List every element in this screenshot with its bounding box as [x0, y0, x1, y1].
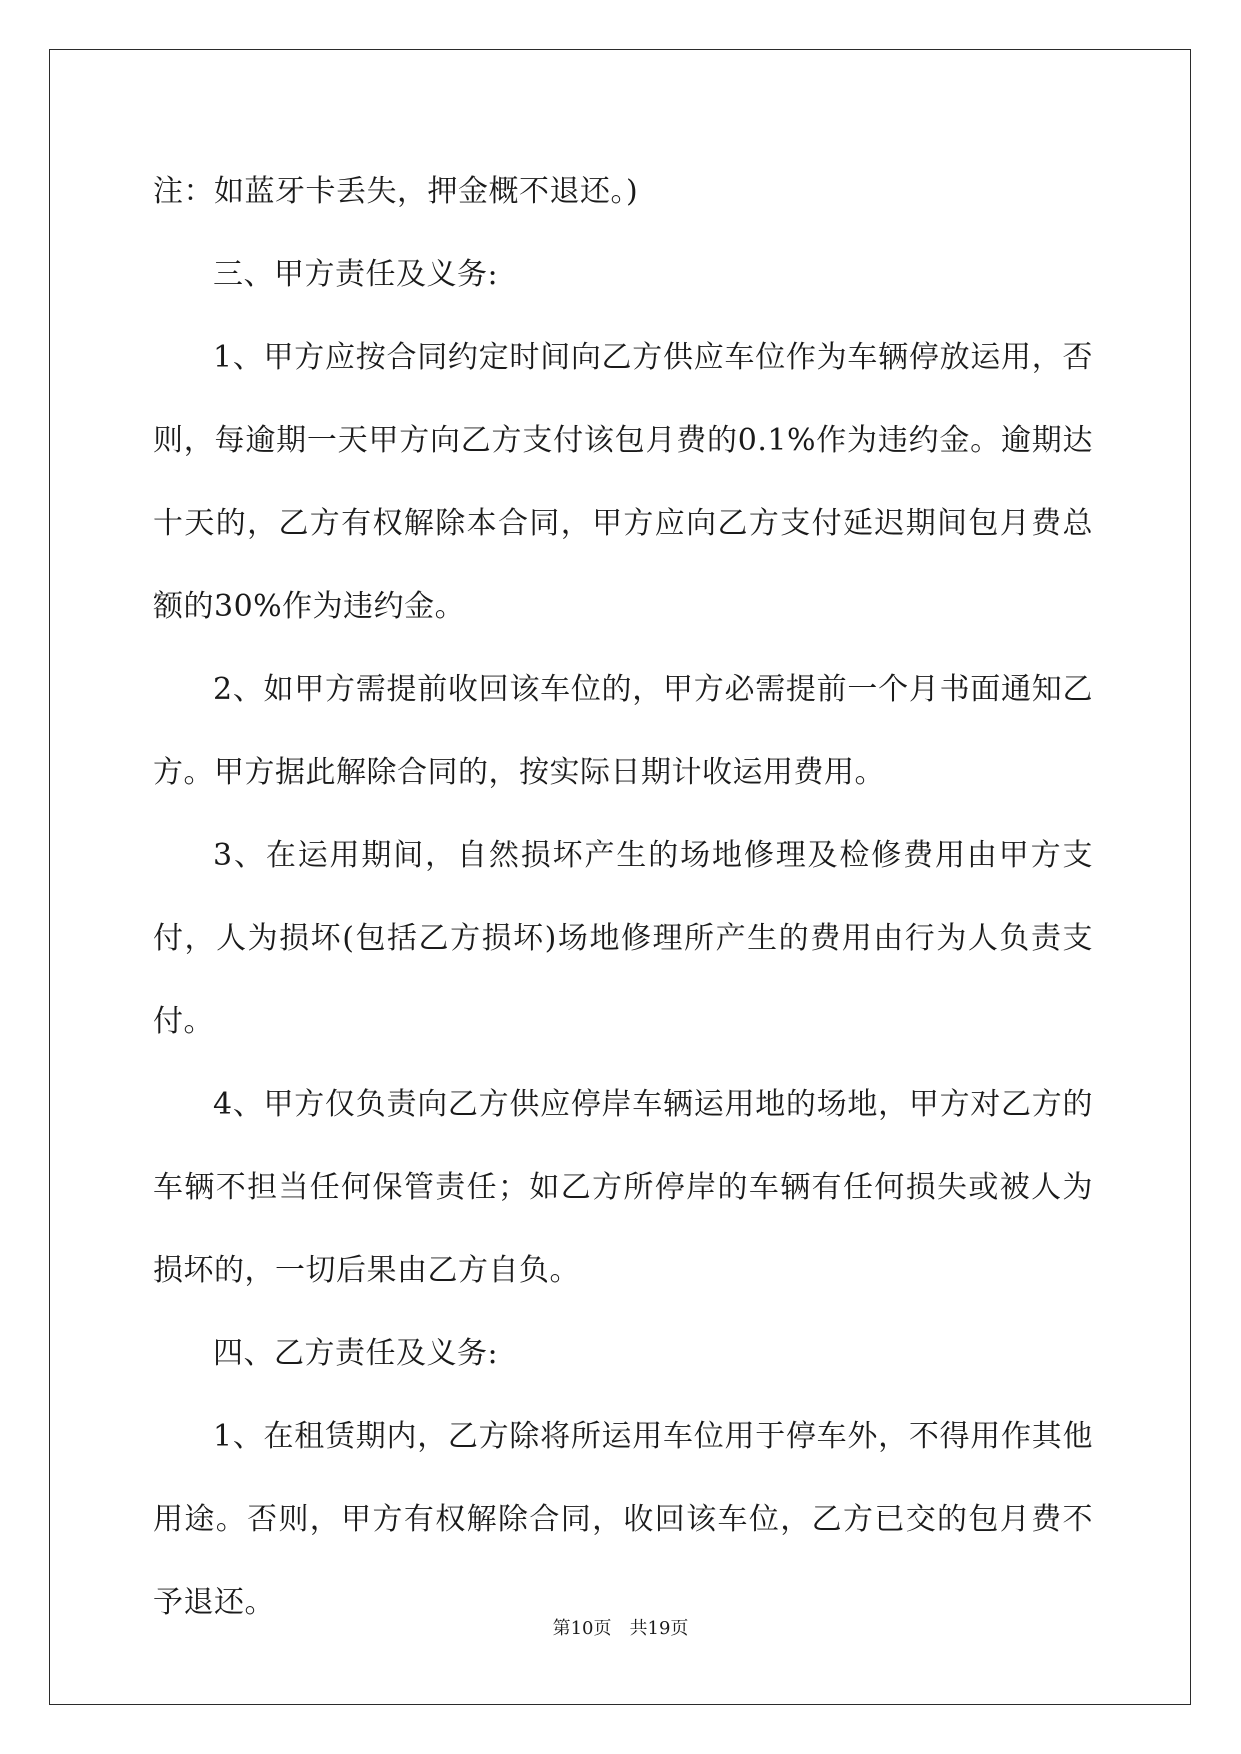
note-paragraph: 注：如蓝牙卡丢失，押金概不退还。) — [153, 174, 639, 209]
clause-a4: 4、甲方仅负责向乙方供应停岸车辆运用地的场地，甲方对乙方的车辆不担当任何保管责任；如乙方所停岸的车辆有任何损失或被人为损坏的，一切后果由乙方自负。 — [153, 1087, 1093, 1288]
clause-a3: 3、在运用期间，自然损坏产生的场地修理及检修费用由甲方支付，人为损坏(包括乙方损坏)场地修理所产生的费用由行为人负责支付。 — [153, 838, 1093, 1039]
page-footer — [0, 1614, 1241, 1640]
section-heading-party-b: 四、乙方责任及义务: — [213, 1336, 499, 1371]
page-total: 共19页 — [629, 1618, 689, 1639]
page-number: 第10页 — [552, 1618, 612, 1639]
clause-a2: 2、如甲方需提前收回该车位的，甲方必需提前一个月书面通知乙方。甲方据此解除合同的，按实际日期计收运用费用。 — [153, 672, 1093, 790]
section-heading-party-a: 三、甲方责任及义务: — [213, 257, 499, 292]
clause-a1: 1、甲方应按合同约定时间向乙方供应车位作为车辆停放运用，否则，每逾期一天甲方向乙方支付该包月费的0.1%作为违约金。逾期达十天的，乙方有权解除本合同，甲方应向乙方支付延迟期间包月费总额的30%作为违约金。 — [153, 340, 1093, 624]
document-body — [153, 150, 1093, 1644]
clause-b1: 1、在租赁期内，乙方除将所运用车位用于停车外，不得用作其他用途。否则，甲方有权解除合同，收回该车位，乙方已交的包月费不予退还。 — [153, 1419, 1093, 1620]
